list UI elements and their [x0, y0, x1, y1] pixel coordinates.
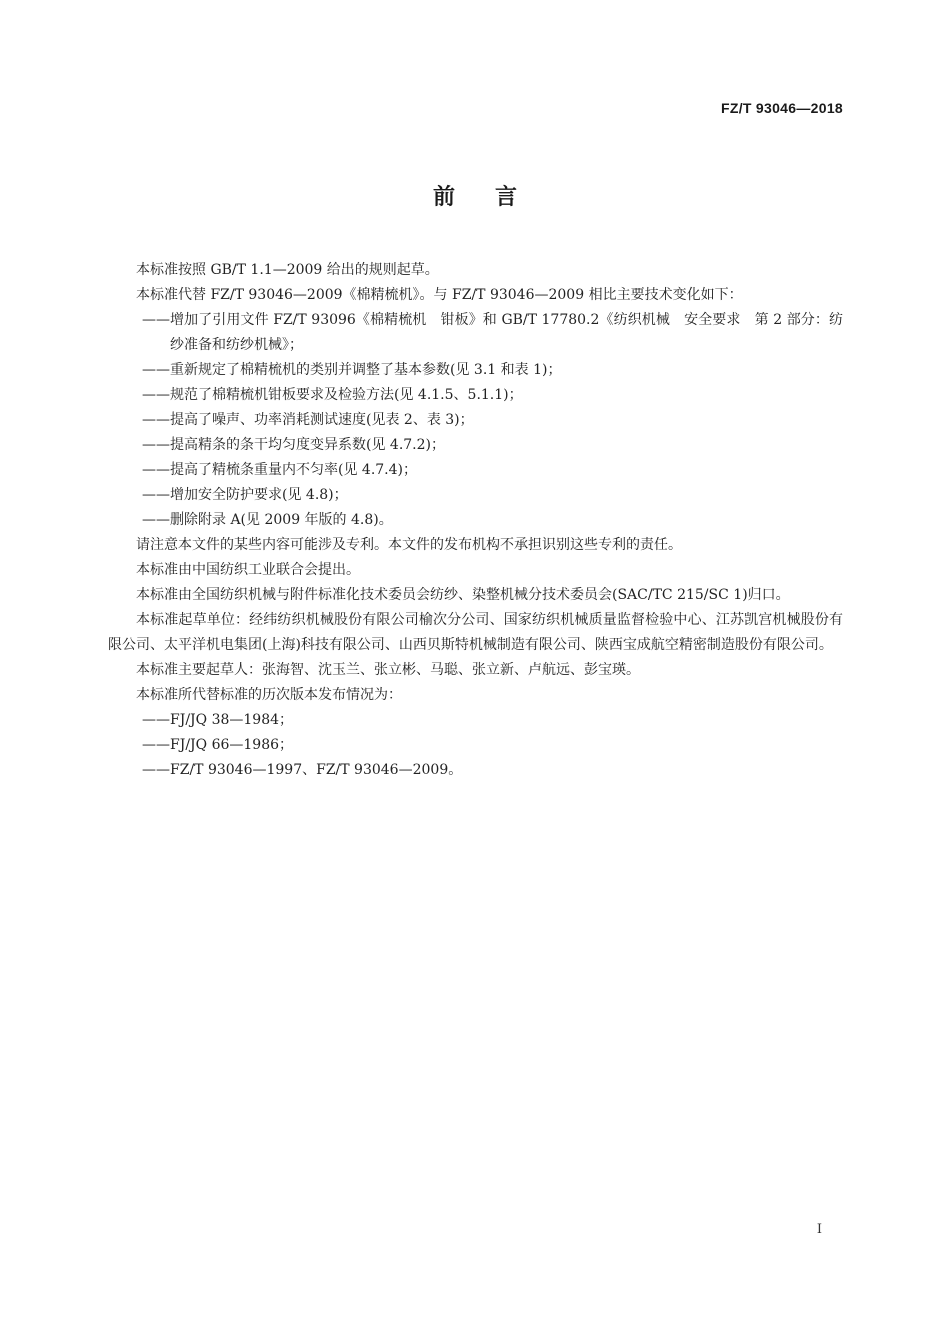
paragraph: 本标准代替 FZ/T 93046—2009《棉精梳机》。与 FZ/T 93046—2009 相比主要技术变化如下： [136, 287, 743, 303]
dash-mark: —— [142, 737, 170, 753]
change-item [108, 433, 843, 458]
change-item-text: 增加了引用文件 FZ/T 93096《棉精梳机 钳板》和 GB/T 17780.2《纺织机械 安全要求 第 2 部分：纺纱准备和纺纱机械》； [170, 312, 843, 353]
paragraph: 本标准由全国纺织机械与附件标准化技术委员会纺纱、染整机械分技术委员会(SAC/TC 215/SC 1)归口。 [136, 587, 790, 603]
title-char-2: 言 [495, 185, 518, 210]
foreword-body [108, 258, 843, 783]
version-item-text: FJ/JQ 66—1986； [170, 737, 294, 753]
dash-mark: —— [142, 487, 170, 503]
version-item [108, 733, 843, 758]
version-item [108, 758, 843, 783]
dash-mark: —— [142, 312, 170, 328]
dash-mark: —— [142, 512, 170, 528]
change-item [108, 408, 843, 433]
standard-code: FZ/T 93046—2018 [720, 100, 843, 116]
change-item [108, 508, 843, 533]
paragraph: 本标准起草单位：经纬纺织机械股份有限公司榆次分公司、国家纺织机械质量监督检验中心、江苏凯宫机械股份有限公司、太平洋机电集团(上海)科技有限公司、山西贝斯特机械制造有限公司、陕西宝成航空精密制造股份有限公司。 [108, 612, 843, 653]
dash-mark: —— [142, 362, 170, 378]
change-item [108, 483, 843, 508]
paragraph: 本标准按照 GB/T 1.1—2009 给出的规则起草。 [136, 262, 439, 278]
dash-mark: —— [142, 712, 170, 728]
change-item [108, 358, 843, 383]
version-item-text: FZ/T 93046—1997、FZ/T 93046—2009。 [170, 762, 463, 778]
dash-mark: —— [142, 387, 170, 403]
change-item [108, 458, 843, 483]
change-item-text: 提高了噪声、功率消耗测试速度(见表 2、表 3)； [170, 412, 474, 428]
version-item [108, 708, 843, 733]
paragraph: 本标准主要起草人：张海智、沈玉兰、张立彬、马聪、张立新、卢航远、彭宝瑛。 [136, 662, 640, 678]
paragraph: 本标准所代替标准的历次版本发布情况为： [136, 687, 402, 703]
change-item-text: 增加安全防护要求(见 4.8)； [170, 487, 348, 503]
dash-mark: —— [142, 762, 170, 778]
paragraph: 请注意本文件的某些内容可能涉及专利。本文件的发布机构不承担识别这些专利的责任。 [136, 537, 682, 553]
change-item [108, 308, 843, 358]
change-item-text: 提高精条的条干均匀度变异系数(见 4.7.2)； [170, 437, 445, 453]
change-item-text: 提高了精梳条重量内不匀率(见 4.7.4)； [170, 462, 417, 478]
change-item [108, 383, 843, 408]
dash-mark: —— [142, 412, 170, 428]
version-item-text: FJ/JQ 38—1984； [170, 712, 294, 728]
change-item-text: 删除附录 A(见 2009 年版的 4.8)。 [170, 512, 393, 528]
page-number: I [816, 1222, 822, 1237]
dash-mark: —— [142, 437, 170, 453]
paragraph: 本标准由中国纺织工业联合会提出。 [136, 562, 360, 578]
change-item-text: 重新规定了棉精梳机的类别并调整了基本参数(见 3.1 和表 1)； [170, 362, 562, 378]
title-char-1: 前 [432, 185, 455, 210]
dash-mark: —— [142, 462, 170, 478]
page-title [0, 180, 950, 211]
change-item-text: 规范了棉精梳机钳板要求及检验方法(见 4.1.5、5.1.1)； [170, 387, 523, 403]
